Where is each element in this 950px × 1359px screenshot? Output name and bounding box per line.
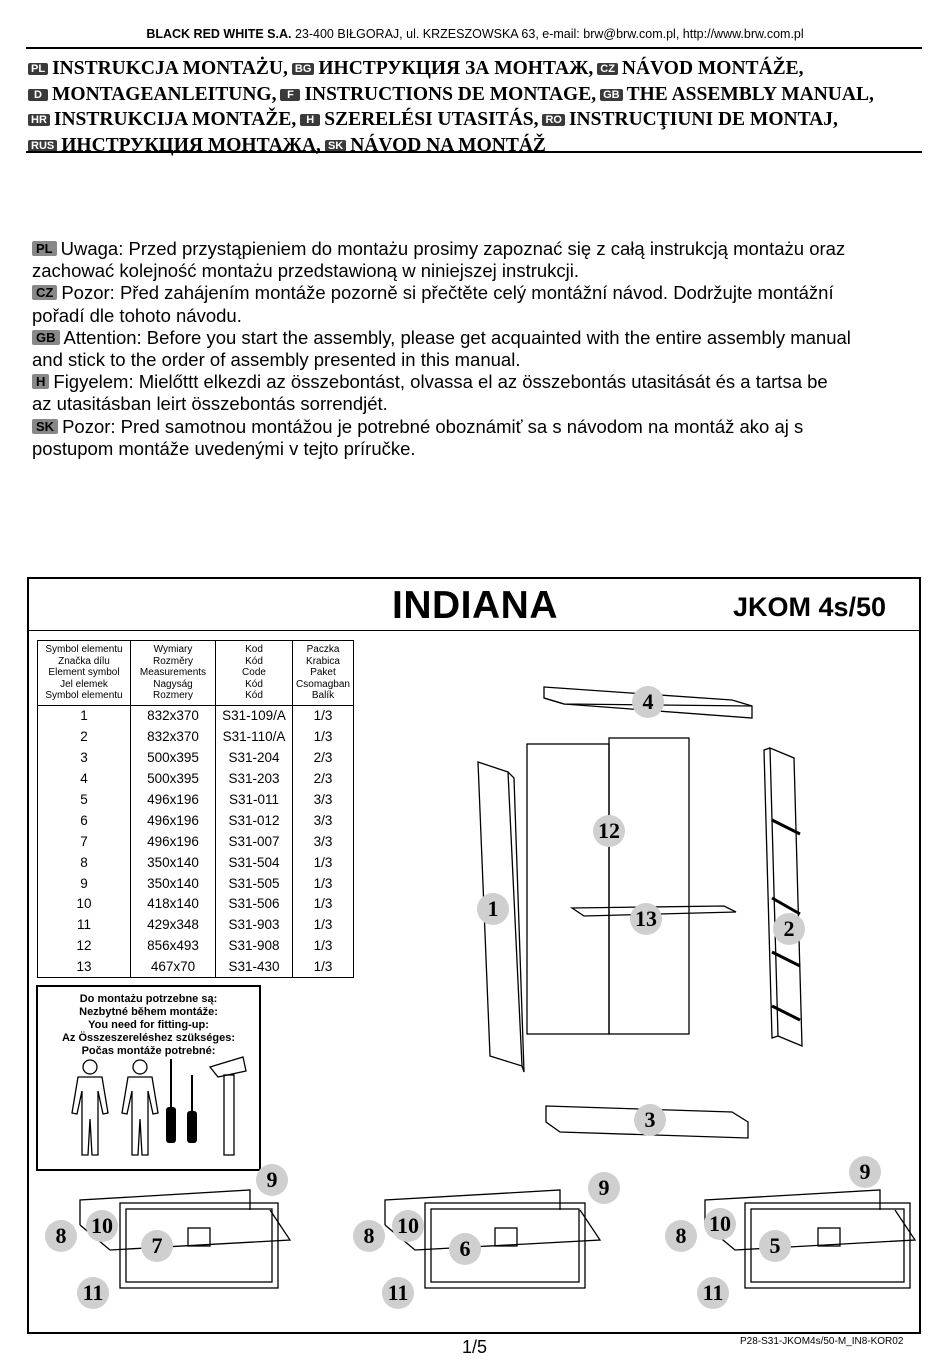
table-cell: 7 <box>38 831 131 852</box>
door-right <box>609 738 689 1034</box>
table-row <box>38 705 354 726</box>
table-row <box>38 747 354 768</box>
table-cell: S31-903 <box>216 914 293 935</box>
frame-title-rule <box>29 630 919 631</box>
table-cell: 350x140 <box>131 852 216 873</box>
title-text: SZERELÉSI UTASITÁS, <box>324 109 539 130</box>
title-line <box>28 107 928 133</box>
title-text: THE ASSEMBLY MANUAL, <box>626 83 874 105</box>
title-text: INSTRUKCIJA MONTAŽE, <box>53 109 297 130</box>
table-cell: 1/3 <box>293 935 354 956</box>
note-line <box>32 371 932 393</box>
note-text: Uwaga: Przed przystąpieniem do montażu prosimy zapoznać się z całą instrukcją montażu oraz <box>60 238 846 259</box>
table-cell: 2/3 <box>293 747 354 768</box>
table-cell: 418x140 <box>131 894 216 915</box>
table-cell: S31-012 <box>216 810 293 831</box>
screwdriver-icon <box>187 1075 197 1143</box>
note-text: az utasitásban leirt összebontás sorrendjét. <box>32 393 388 415</box>
company-name: BLACK RED WHITE S.A. <box>146 27 292 41</box>
table-row <box>38 935 354 956</box>
table-cell: S31-011 <box>216 789 293 810</box>
part-callout: 1 <box>477 893 509 925</box>
part-callout: 5 <box>759 1230 791 1262</box>
document-code: P28-S31-JKOM4s/50-M_IN8-KOR02 <box>740 1336 904 1347</box>
table-row <box>38 726 354 747</box>
part-callout: 6 <box>449 1233 481 1265</box>
door-left <box>527 744 609 1034</box>
language-tag: PL <box>28 63 48 75</box>
table-cell: S31-505 <box>216 873 293 894</box>
table-cell: 500x395 <box>131 747 216 768</box>
language-tag: SK <box>32 419 58 434</box>
table-cell: S31-204 <box>216 747 293 768</box>
tools-line: Počas montáže potrebné: <box>81 1045 216 1057</box>
parts-table <box>37 640 354 978</box>
part-callout: 10 <box>392 1210 424 1242</box>
table-cell: S31-203 <box>216 768 293 789</box>
table-cell: 832x370 <box>131 705 216 726</box>
header-text: Symbol elementu Značka dílu Element symbol Jel elemek Symbol elementu <box>45 644 123 701</box>
language-tag: HR <box>28 114 50 126</box>
title-line <box>28 133 928 159</box>
language-tag: H <box>300 114 320 126</box>
table-row <box>38 831 354 852</box>
part-callout: 9 <box>849 1156 881 1188</box>
title-text: INSTRUCŢIUNI DE MONTAJ, <box>568 109 838 130</box>
table-cell: S31-007 <box>216 831 293 852</box>
language-tag: SK <box>325 140 346 152</box>
tools-line: Do montażu potrzebne są: <box>79 993 218 1005</box>
table-cell: 832x370 <box>131 726 216 747</box>
assembly-notes <box>32 238 932 460</box>
language-tag: D <box>28 89 48 101</box>
table-cell: 1/3 <box>293 956 354 977</box>
note-line <box>32 393 932 415</box>
header-code <box>216 641 293 706</box>
header-text: Paczka Krabica Paket Csomagban Balík <box>296 644 350 701</box>
table-cell: 9 <box>38 873 131 894</box>
table-cell: 856x493 <box>131 935 216 956</box>
part-callout: 10 <box>86 1210 118 1242</box>
language-tag: H <box>32 374 49 389</box>
title-text: NÁVOD MONTÁŽE, <box>621 58 804 79</box>
table-cell: S31-109/A <box>216 705 293 726</box>
drawer-3-box <box>705 1190 915 1250</box>
table-cell: S31-504 <box>216 852 293 873</box>
note-line <box>32 238 932 260</box>
language-tag: BG <box>292 63 315 75</box>
header-package <box>293 641 354 706</box>
handle-icon <box>818 1228 840 1246</box>
table-cell: 1/3 <box>293 726 354 747</box>
part-callout: 8 <box>45 1220 77 1252</box>
note-line <box>32 260 932 282</box>
hammer-icon <box>210 1057 246 1155</box>
table-cell: 2/3 <box>293 768 354 789</box>
part-callout: 3 <box>634 1104 666 1136</box>
note-line <box>32 327 932 349</box>
table-cell: 11 <box>38 914 131 935</box>
note-line <box>32 305 932 327</box>
part-callout: 9 <box>588 1172 620 1204</box>
table-cell: 1/3 <box>293 914 354 935</box>
table-cell: 3/3 <box>293 789 354 810</box>
note-text: Pozor: Před zahájením montáže pozorně si přečtěte celý montážní návod. Dodržujte montážní <box>61 282 834 304</box>
language-tag: CZ <box>32 285 57 300</box>
table-cell: 2 <box>38 726 131 747</box>
table-cell: 467x70 <box>131 956 216 977</box>
table-cell: 8 <box>38 852 131 873</box>
part-callout: 11 <box>697 1277 729 1309</box>
note-line <box>32 282 932 304</box>
handle-icon <box>188 1228 210 1246</box>
company-header <box>0 27 950 41</box>
note-text: Attention: Before you start the assembly, please get acquainted with the entire assembly manual <box>63 326 851 348</box>
right-side-panel <box>770 748 802 1046</box>
table-cell: 1/3 <box>293 705 354 726</box>
language-tag: GB <box>32 330 60 345</box>
handle-icon <box>495 1228 517 1246</box>
table-cell: 1 <box>38 705 131 726</box>
tools-box <box>36 985 261 1171</box>
note-text: postupom montáže uvedenými v tejto príručke. <box>32 437 416 459</box>
title-text: INSTRUCTIONS DE MONTAGE, <box>304 83 597 105</box>
part-callout: 4 <box>632 686 664 718</box>
header-text: Kod Kód Code Kód Kód <box>242 644 266 701</box>
table-cell: 350x140 <box>131 873 216 894</box>
table-cell: 13 <box>38 956 131 977</box>
header-rule <box>26 47 922 49</box>
table-cell: 10 <box>38 894 131 915</box>
part-callout: 11 <box>382 1277 414 1309</box>
table-cell: 1/3 <box>293 852 354 873</box>
tools-line: Nezbytné během montáže: <box>79 1006 218 1018</box>
header-text: Wymiary Rozměry Measurements Nagyság Rozmery <box>139 644 207 701</box>
person-icon <box>122 1060 158 1155</box>
table-cell: 496x196 <box>131 810 216 831</box>
part-callout: 2 <box>773 913 805 945</box>
language-tag: RUS <box>28 140 57 152</box>
part-callout: 9 <box>256 1164 288 1196</box>
table-row <box>38 810 354 831</box>
table-cell: 3/3 <box>293 810 354 831</box>
table-cell: 6 <box>38 810 131 831</box>
note-line <box>32 438 932 460</box>
part-callout: 8 <box>353 1220 385 1252</box>
title-text: NÁVOD NA MONTÁŽ <box>350 134 546 156</box>
company-address: 23-400 BIŁGORAJ, ul. KRZESZOWSKA 63, e-mail: brw@brw.com.pl, http://www.brw.com.pl <box>291 27 804 41</box>
table-cell: S31-908 <box>216 935 293 956</box>
table-row <box>38 768 354 789</box>
language-tag: CZ <box>597 63 618 75</box>
table-cell: 3 <box>38 747 131 768</box>
note-text: and stick to the order of assembly presented in this manual. <box>32 349 521 371</box>
table-cell: S31-506 <box>216 894 293 915</box>
table-row <box>38 852 354 873</box>
table-cell: 12 <box>38 935 131 956</box>
header-dimensions <box>131 641 216 706</box>
note-line <box>32 349 932 371</box>
table-row <box>38 873 354 894</box>
language-tag: PL <box>32 241 57 256</box>
title-line <box>28 56 928 82</box>
language-tag: GB <box>600 89 623 101</box>
tools-line: Az Összeszereléshez szükséges: <box>61 1032 236 1044</box>
screwdriver-icon <box>166 1059 176 1143</box>
person-icon <box>72 1060 108 1155</box>
table-cell: S31-110/A <box>216 726 293 747</box>
table-cell: 429x348 <box>131 914 216 935</box>
language-tag: F <box>280 89 300 101</box>
page-number: 1/5 <box>462 1337 488 1357</box>
table-cell: 1/3 <box>293 873 354 894</box>
table-cell: 3/3 <box>293 831 354 852</box>
titles-rule <box>26 151 922 153</box>
manual-titles <box>28 56 928 158</box>
title-line <box>28 82 928 108</box>
table-cell: 5 <box>38 789 131 810</box>
part-callout: 13 <box>630 903 662 935</box>
table-cell: 500x395 <box>131 768 216 789</box>
part-callout: 12 <box>593 815 625 847</box>
table-row <box>38 894 354 915</box>
table-cell: 1/3 <box>293 894 354 915</box>
note-text: Pozor: Pred samotnou montážou je potrebné oboznámiť sa s návodom na montáž ako aj s <box>62 415 804 437</box>
table-row <box>38 956 354 977</box>
note-text: zachować kolejność montażu przedstawioną w niniejszej instrukcji. <box>32 260 580 282</box>
product-name: INDIANA <box>392 584 558 627</box>
header-symbol <box>38 641 131 706</box>
table-cell: 496x196 <box>131 831 216 852</box>
title-text: MONTAGEANLEITUNG, <box>52 83 277 105</box>
note-line <box>32 416 932 438</box>
part-callout: 7 <box>141 1230 173 1262</box>
tools-line: You need for fitting-up: <box>88 1019 209 1031</box>
title-text: INSTRUKCJA MONTAŻU, <box>52 58 288 79</box>
tools-illustration <box>38 1047 259 1167</box>
table-row <box>38 914 354 935</box>
title-text: ИНСТРУКЦИЯ МОНТАЖА, <box>61 134 321 156</box>
part-callout: 8 <box>665 1220 697 1252</box>
title-text: ИНСТРУКЦИЯ ЗА МОНТАЖ, <box>318 58 594 79</box>
table-row <box>38 789 354 810</box>
table-cell: 496x196 <box>131 789 216 810</box>
language-tag: RO <box>542 114 565 126</box>
part-callout: 11 <box>77 1277 109 1309</box>
table-cell: 4 <box>38 768 131 789</box>
note-text: pořadí dle tohoto návodu. <box>32 304 242 326</box>
note-text: Figyelem: Mielőttt elkezdi az összebontást, olvassa el az összebontás utasitását és a tartsa be <box>53 371 828 393</box>
table-cell: S31-430 <box>216 956 293 977</box>
part-callout: 10 <box>704 1208 736 1240</box>
product-code: JKOM 4s/50 <box>733 592 887 622</box>
